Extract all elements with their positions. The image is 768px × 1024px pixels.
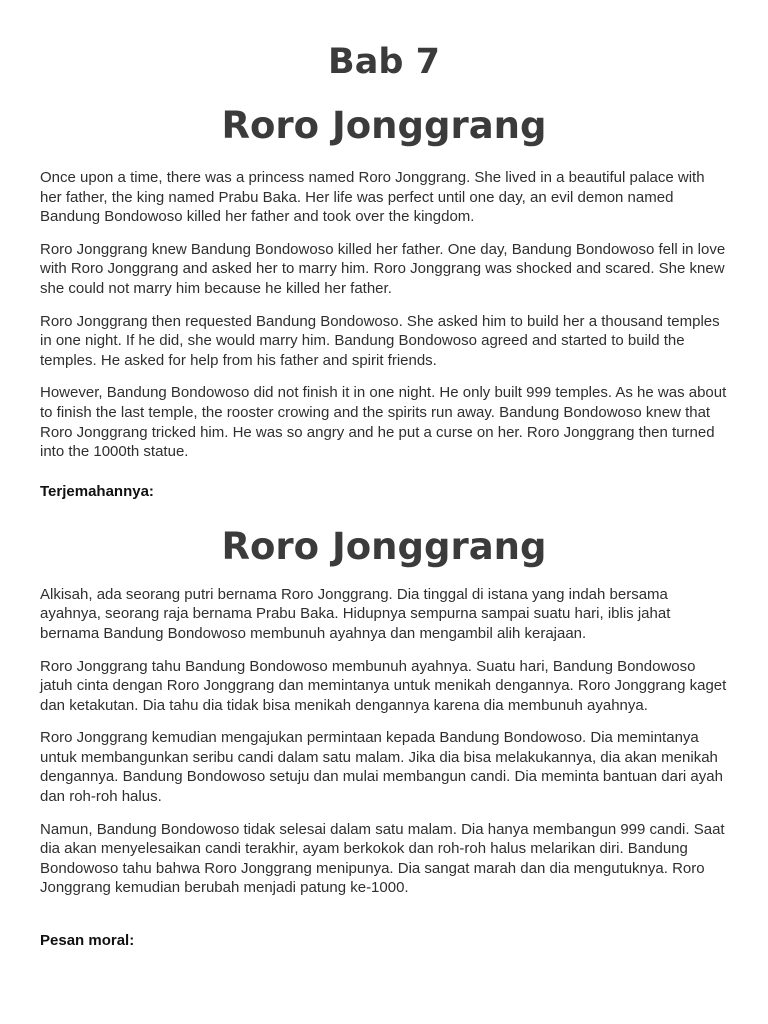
indonesian-paragraph-4: Namun, Bandung Bondowoso tidak selesai dalam satu malam. Dia hanya membangun 999 candi. Saat dia akan menyelesaikan candi terakhir, ayam berkokok dan roh-roh halus melarikan diri. Bandung Bondowoso tahu bahwa Roro Jonggrang menipunya. Dia sangat marah dan dia mengutuknya. Roro Jonggrang kemudian berubah menjadi patung ke-1000. <box>40 820 725 897</box>
story-title-english: Roro Jonggrang <box>221 104 547 147</box>
moral-label: Pesan moral: <box>40 932 135 950</box>
english-story <box>40 168 728 462</box>
english-paragraph-1: Once upon a time, there was a princess named Roro Jonggrang. She lived in a beautiful palace with her father, the king named Prabu Baka. Her life was perfect until one day, an evil demon named Bandung Bondowoso killed her father and took over the kingdom. <box>40 169 705 226</box>
indonesian-story <box>40 585 728 898</box>
chapter-heading: Bab 7 <box>328 42 440 82</box>
english-paragraph-2: Roro Jonggrang knew Bandung Bondowoso killed her father. One day, Bandung Bondowoso fell in love with Roro Jonggrang and asked her to marry him. Roro Jonggrang was shocked and scared. She knew she could not marry him because he killed her father. <box>40 240 726 297</box>
indonesian-paragraph-3: Roro Jonggrang kemudian mengajukan permintaan kepada Bandung Bondowoso. Dia memintanya untuk membangunkan seribu candi dalam satu malam. Jika dia bisa melakukannya, dia akan menikah dengannya. Bandung Bondowoso setuju dan mulai membangun candi. Dia meminta bantuan dari ayah dan roh-roh halus. <box>40 729 723 806</box>
english-paragraph-3: Roro Jonggrang then requested Bandung Bondowoso. She asked him to build her a thousand temples in one night. If he did, she would marry him. Bandung Bondowoso agreed and started to build the temples. He asked for help from his father and spirit friends. <box>40 312 720 369</box>
english-paragraph-4: However, Bandung Bondowoso did not finish it in one night. He only built 999 temples. As he was about to finish the last temple, the rooster crowing and the spirits run away. Bandung Bondowoso knew that Roro Jonggrang tricked him. He was so angry and he put a curse on her. Roro Jonggrang then turned into the 1000th statue. <box>40 384 727 461</box>
indonesian-paragraph-2: Roro Jonggrang tahu Bandung Bondowoso membunuh ayahnya. Suatu hari, Bandung Bondowoso jatuh cinta dengan Roro Jonggrang dan memintanya untuk menikah dengannya. Roro Jonggrang kaget dan ketakutan. Dia tahu dia tidak bisa menikah dengannya karena dia membunuh ayahnya. <box>40 657 727 714</box>
indonesian-paragraph-1: Alkisah, ada seorang putri bernama Roro Jonggrang. Dia tinggal di istana yang indah bersama ayahnya, seorang raja bernama Prabu Baka. Hidupnya sempurna sampai suatu hari, iblis jahat bernama Bandung Bondowoso membunuh ayahnya dan mengambil alih kerajaan. <box>40 585 671 642</box>
translation-label: Terjemahannya: <box>40 482 154 500</box>
story-title-indonesian: Roro Jonggrang <box>221 524 547 568</box>
